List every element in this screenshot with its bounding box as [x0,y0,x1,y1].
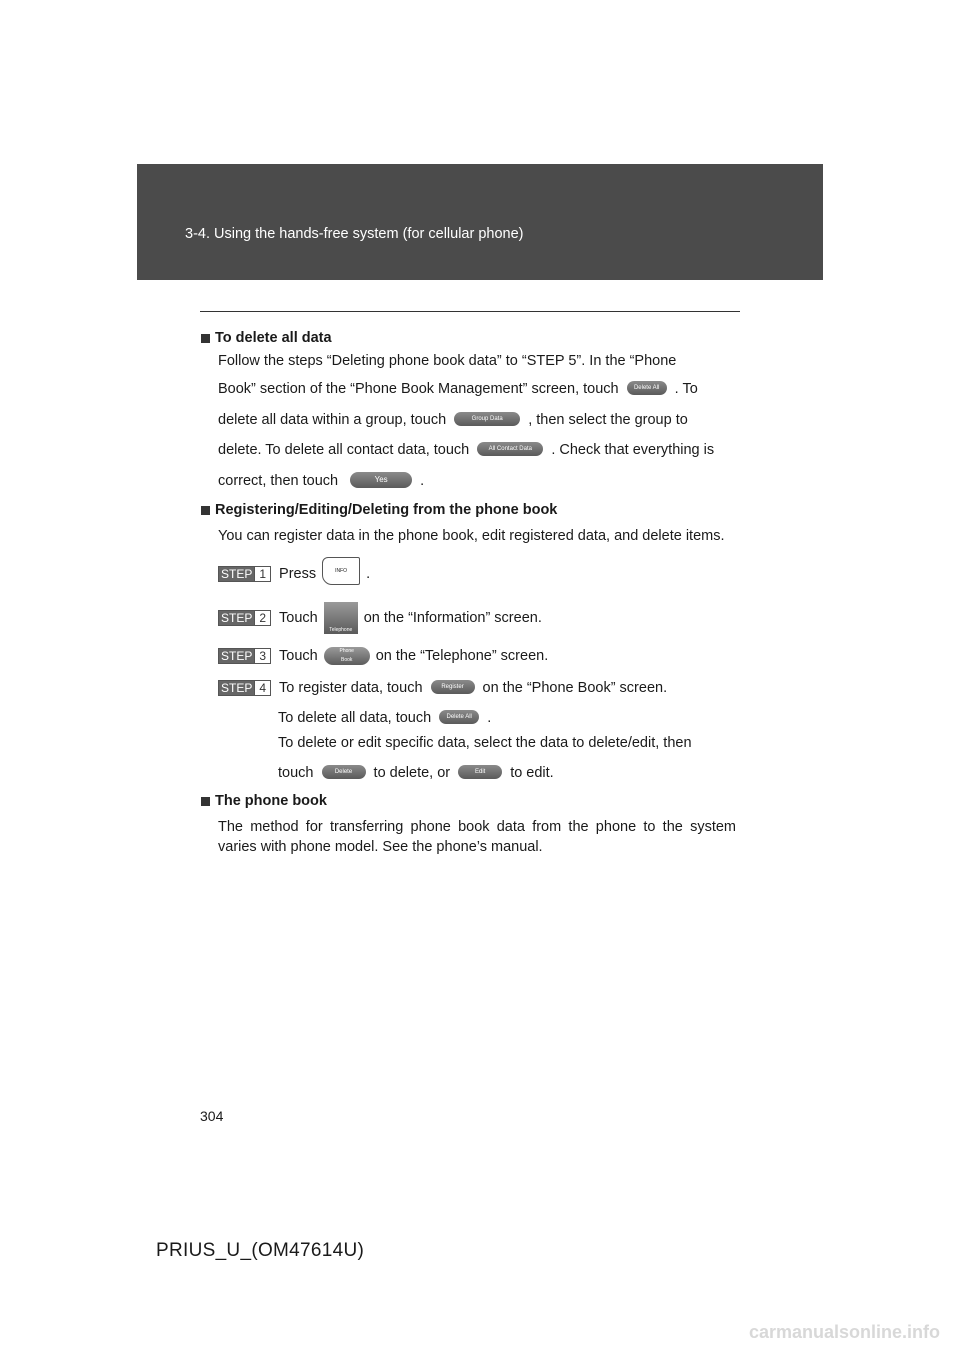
all-contact-data-button[interactable]: All Contact Data [477,442,543,456]
edit-button[interactable]: Edit [458,765,502,779]
square-bullet-icon [201,334,210,343]
yes-button[interactable]: Yes [350,472,412,488]
main-content [200,326,736,857]
delete-all-button[interactable]: Delete All [627,381,667,395]
step-badge: STEP 2 [218,610,271,626]
header-band [137,164,823,280]
section-title-delete-all: To delete all data [200,328,736,348]
square-bullet-icon [201,506,210,515]
step-1: STEP 1 Press INFO . [200,560,736,588]
section-title-phone-book: The phone book [200,791,736,811]
telephone-icon[interactable]: Telephone [324,602,358,634]
step-badge: STEP 1 [218,566,271,582]
step-badge: STEP 4 [218,680,271,696]
document-code: PRIUS_U_(OM47614U) [156,1240,365,1261]
phone-book-button[interactable]: Phone Book [324,647,370,665]
step-4: STEP 4 To register data, touch Register on the “Phone Book” screen. [200,678,736,698]
delete-all-paragraph-cont: Book” section of the “Phone Book Management” screen, touch Delete All . To delete all data within a group, touch Group Data , then select the group to delete. To delete all contact data, touch All Contact Data . Check that everything is correct, then touch Yes . [218,381,715,489]
info-button-icon[interactable]: INFO [322,557,360,585]
step-2: STEP 2 Touch Telephone on the “Information” screen. [200,602,736,634]
square-bullet-icon [201,797,210,806]
step-badge: STEP 3 [218,648,271,664]
step-3: STEP 3 Touch Phone Book on the “Telephone” screen. [200,646,736,666]
register-paragraph: You can register data in the phone book, edit registered data, and delete items. [218,528,725,544]
group-data-button[interactable]: Group Data [454,412,520,426]
delete-button[interactable]: Delete [322,765,366,779]
delete-all-paragraph: Follow the steps “Deleting phone book data” to “STEP 5”. In the “Phone [218,353,677,369]
section-title-register: Registering/Editing/Deleting from the phone book [200,500,736,520]
delete-all-button[interactable]: Delete All [439,710,479,724]
divider [200,311,740,312]
section-header-title: 3-4. Using the hands-free system (for cellular phone) [185,226,524,242]
phone-book-paragraph: The method for transferring phone book data from the phone to the system varies with phone model. See the phone’s manual. [218,819,736,855]
step-4-details: To delete all data, touch Delete All . To delete or edit specific data, select the data to delete/edit, then touch Delete to delete, or Edit to edit. [278,710,692,781]
page-number: 304 [200,1108,224,1124]
register-button[interactable]: Register [431,680,475,694]
watermark: carmanualsonline.info [748,1322,940,1342]
